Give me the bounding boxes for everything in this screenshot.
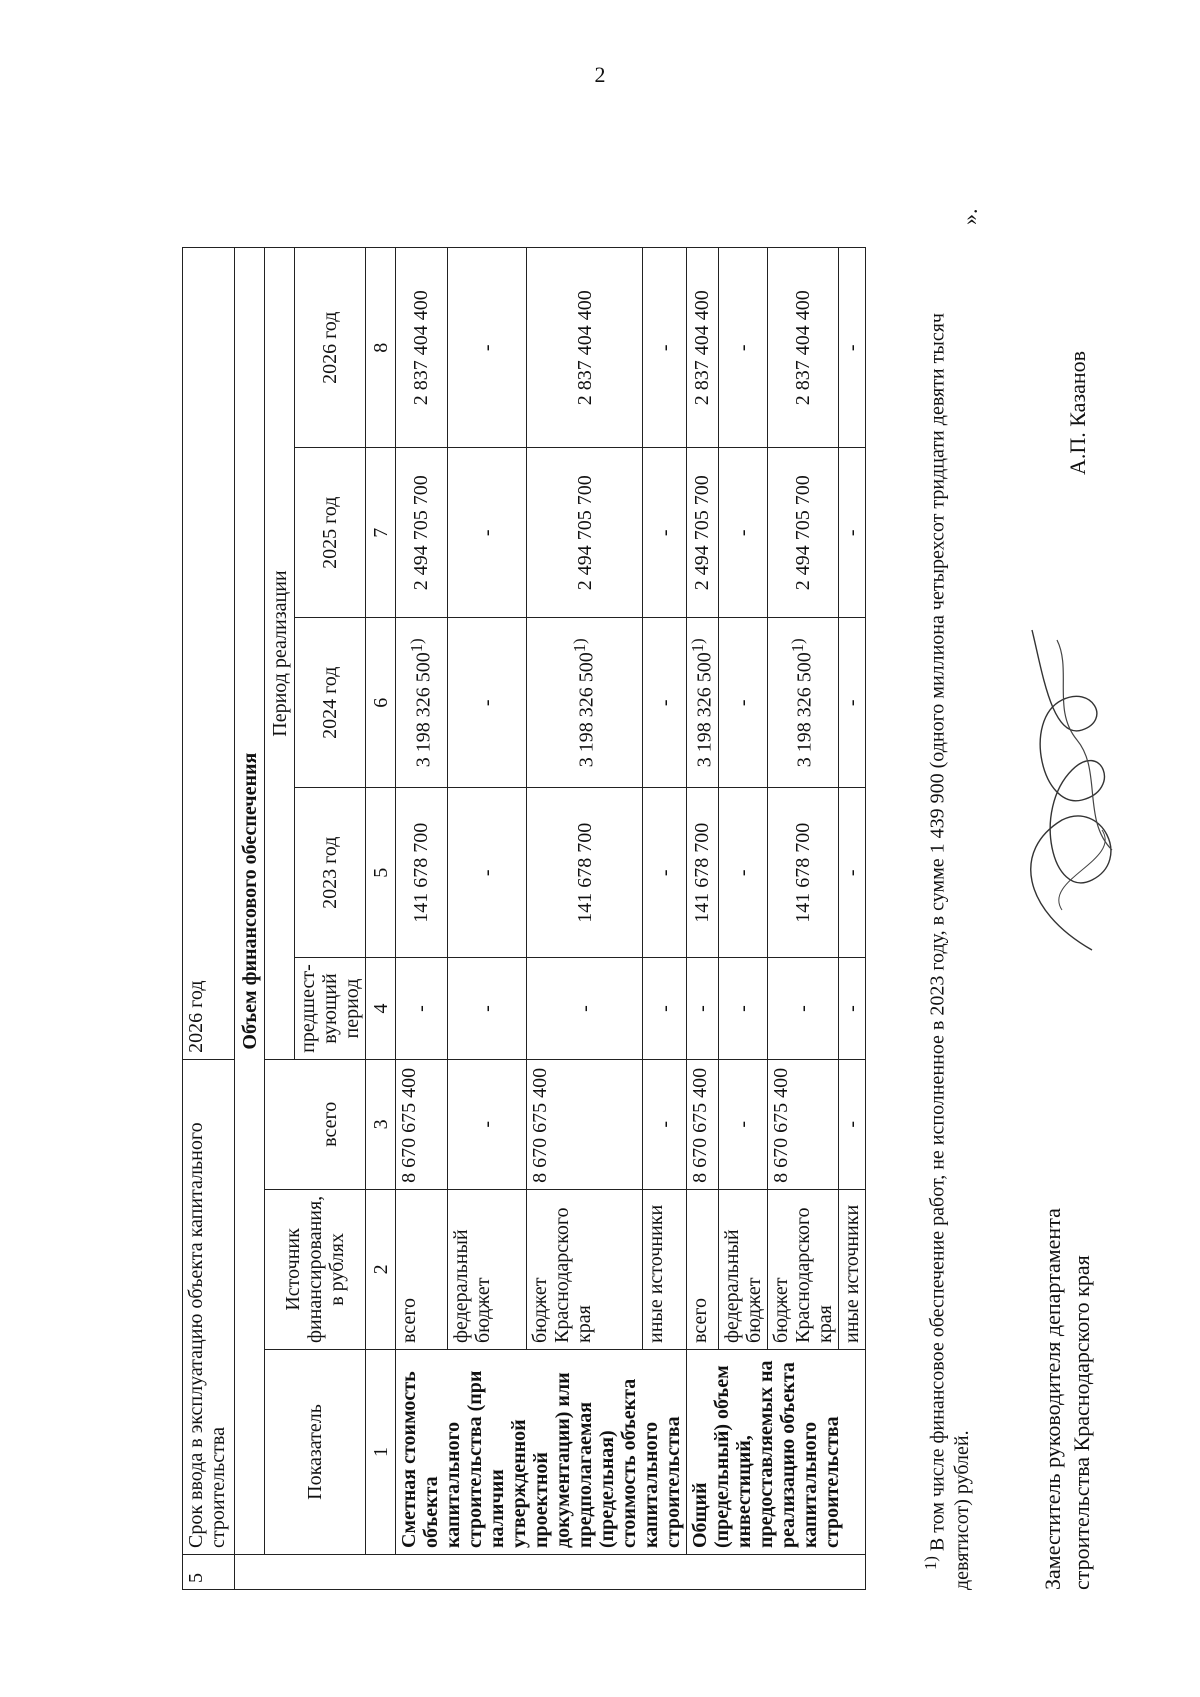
footnote-ref: 1)	[406, 638, 426, 653]
source-cell	[767, 1189, 838, 1349]
y2026-cell	[718, 248, 767, 448]
y2023-cell-value: 141 678 700	[410, 822, 433, 923]
y2025-cell-value: 2 494 705 700	[573, 475, 596, 591]
y2025-cell	[718, 448, 767, 618]
column-numbers-row	[366, 248, 396, 1590]
y2026-cell	[527, 248, 643, 448]
row5-value: 2026 год	[183, 248, 235, 1060]
total-cell-value: -	[653, 1120, 676, 1128]
y2025-cell	[838, 448, 865, 618]
y2024-cell	[718, 618, 767, 788]
col-number: 1	[366, 1350, 396, 1555]
y2023-cell-value: -	[731, 869, 754, 877]
total-cell-value: 8 670 675 400	[398, 1067, 420, 1183]
total-cell	[687, 1059, 719, 1189]
total-cell	[838, 1059, 865, 1189]
source-cell	[447, 1189, 527, 1349]
source-cell	[687, 1189, 719, 1349]
total-cell-value: 8 670 675 400	[769, 1067, 792, 1183]
y2026-cell-value: 2 837 404 400	[691, 290, 714, 406]
previous-cell-value: -	[410, 1005, 433, 1012]
previous-cell	[687, 958, 719, 1060]
page-number: 2	[594, 62, 606, 87]
signer-name: А.П. Казанов	[1065, 350, 1090, 475]
col-number: 3	[366, 1059, 396, 1189]
table-row	[687, 248, 719, 1590]
y2025-cell	[767, 448, 838, 618]
y2024-cell-value: -	[653, 699, 676, 707]
y2023-cell	[687, 788, 719, 958]
total-cell-value: -	[840, 1120, 863, 1128]
y2024-cell-value: -	[840, 699, 863, 707]
signer-line-2: строительства Краснодарского края	[1068, 1255, 1094, 1590]
source-cell-value: федеральный бюджет	[720, 1229, 765, 1343]
signer-title	[1039, 1208, 1096, 1590]
previous-cell	[718, 958, 767, 1060]
y2025-cell-value: -	[653, 529, 676, 537]
y2023-cell	[767, 788, 838, 958]
y2023-cell	[396, 788, 448, 958]
source-cell	[527, 1189, 643, 1349]
source-cell-value: иные источники	[645, 1204, 667, 1343]
y2024-cell	[643, 618, 687, 788]
header-source: Источник финансирования, в рублях	[265, 1189, 366, 1349]
source-cell-value: всего	[689, 1297, 711, 1343]
rotated-page-content	[182, 140, 1142, 1590]
y2023-cell-value: 141 678 700	[691, 822, 714, 923]
col-number: 7	[366, 448, 396, 618]
source-cell-value: всего	[398, 1297, 420, 1343]
previous-cell	[396, 958, 448, 1060]
y2026-cell-value: -	[653, 344, 676, 352]
y2023-cell-value: 141 678 700	[573, 822, 596, 923]
y2026-cell	[838, 248, 865, 448]
header-2026: 2026 год	[295, 248, 366, 448]
header-2023: 2023 год	[295, 788, 366, 958]
footnote-mark: 1)	[921, 1556, 940, 1570]
y2024-cell	[527, 618, 643, 788]
y2024-cell	[767, 618, 838, 788]
col-number: 4	[366, 958, 396, 1060]
previous-cell-value: -	[840, 1005, 863, 1012]
row-commissioning	[183, 248, 235, 1590]
source-cell	[718, 1189, 767, 1349]
previous-cell-value: -	[791, 1005, 814, 1012]
total-cell	[718, 1059, 767, 1189]
col-number: 6	[366, 618, 396, 788]
col-number: 8	[366, 248, 396, 448]
previous-cell-value: -	[691, 1005, 714, 1012]
y2026-cell	[687, 248, 719, 448]
y2024-cell-value: -	[731, 699, 754, 707]
section-title: Объем финансового обеспечения	[235, 248, 265, 1555]
source-cell-value: бюджет Краснодарского края	[769, 1207, 836, 1343]
total-cell-value: -	[731, 1120, 754, 1128]
y2025-cell-value: -	[840, 529, 863, 537]
y2024-cell	[447, 618, 527, 788]
y2026-cell-value: 2 837 404 400	[791, 290, 814, 406]
y2025-cell-value: -	[475, 529, 498, 537]
source-cell	[643, 1189, 687, 1349]
header-indicator: Показатель	[265, 1350, 366, 1555]
y2025-cell-value: -	[731, 529, 754, 537]
previous-cell-value: -	[653, 1005, 676, 1012]
previous-cell	[767, 958, 838, 1060]
footnote-text: В том числе финансовое обеспечение работ, не исполненное в 2023 году, в сумме 1 439 900 (одного миллиона четырехсот тридцати девяти тысяч девятисот) рублей.	[926, 313, 973, 1590]
header-previous: предшест-вующий период	[295, 958, 366, 1060]
finance-table	[182, 247, 866, 1590]
previous-cell	[447, 958, 527, 1060]
y2023-cell	[838, 788, 865, 958]
y2024-cell-value: -	[475, 699, 498, 707]
y2023-cell-value: -	[475, 869, 498, 877]
y2023-cell	[718, 788, 767, 958]
y2025-cell-value: 2 494 705 700	[691, 475, 714, 591]
previous-cell	[838, 958, 865, 1060]
previous-cell	[643, 958, 687, 1060]
table-row	[396, 248, 448, 1590]
y2026-cell	[767, 248, 838, 448]
y2024-cell-value: 3 198 326 500	[793, 652, 816, 768]
footnote-ref: 1)	[788, 638, 808, 653]
footnote-ref: 1)	[570, 638, 590, 653]
row5-label: Срок ввода в эксплуатацию объекта капитального строительства	[183, 1059, 235, 1554]
y2024-cell-value: 3 198 326 500	[412, 652, 435, 768]
header-2024: 2024 год	[295, 618, 366, 788]
y2026-cell-value: -	[731, 344, 754, 352]
y2026-cell-value: 2 837 404 400	[573, 290, 596, 406]
y2023-cell	[447, 788, 527, 958]
y2023-cell-value: -	[840, 869, 863, 877]
y2025-cell	[527, 448, 643, 618]
previous-cell-value: -	[475, 1005, 498, 1012]
previous-cell-value: -	[731, 1005, 754, 1012]
total-cell	[447, 1059, 527, 1189]
header-period: Период реализации	[265, 248, 295, 1060]
source-cell-value: бюджет Краснодарского края	[529, 1207, 596, 1343]
row5-number: 5	[183, 1555, 235, 1590]
header-2025: 2025 год	[295, 448, 366, 618]
source-cell	[838, 1189, 865, 1349]
signer-line-1: Заместитель руководителя департамента	[1040, 1208, 1065, 1590]
y2025-cell	[643, 448, 687, 618]
previous-cell-value: -	[573, 1005, 596, 1012]
total-cell-value: -	[475, 1120, 498, 1128]
total-cell	[767, 1059, 838, 1189]
total-cell-value: 8 670 675 400	[529, 1067, 552, 1183]
y2024-cell-value: 3 198 326 500	[693, 652, 716, 768]
y2026-cell-value: -	[840, 344, 863, 352]
y2023-cell-value: 141 678 700	[791, 822, 814, 923]
y2024-cell	[396, 618, 448, 788]
previous-cell	[527, 958, 643, 1060]
total-cell	[396, 1059, 448, 1189]
y2024-cell-value: 3 198 326 500	[576, 652, 598, 768]
closing-quote: ».	[957, 208, 982, 225]
footnote	[921, 220, 974, 1590]
y2025-cell-value: 2 494 705 700	[791, 475, 814, 591]
y2025-cell	[687, 448, 719, 618]
y2023-cell-value: -	[653, 869, 676, 877]
y2024-cell	[838, 618, 865, 788]
y2025-cell	[396, 448, 448, 618]
y2026-cell	[643, 248, 687, 448]
total-cell-value: 8 670 675 400	[689, 1067, 711, 1183]
y2023-cell	[643, 788, 687, 958]
total-cell	[527, 1059, 643, 1189]
col-number: 5	[366, 788, 396, 958]
footnote-ref: 1)	[688, 638, 707, 653]
y2023-cell	[527, 788, 643, 958]
indicator-cell: Общий (предельный) объем инвестиций, предоставляемых на реализацию объекта капитального строительства	[687, 1350, 866, 1555]
y2025-cell	[447, 448, 527, 618]
y2026-cell-value: -	[475, 344, 498, 352]
handwritten-signature	[1002, 610, 1142, 970]
source-cell-value: федеральный бюджет	[449, 1229, 494, 1343]
source-cell-value: иные источники	[840, 1204, 863, 1343]
y2024-cell	[687, 618, 719, 788]
indicator-cell: Сметная стоимость объекта капитального строительства (при наличии утвержденной проектной документации) или предполагаемая (предельная) стоимость объекта капитального строительства	[396, 1350, 687, 1555]
col-number: 2	[366, 1189, 396, 1349]
source-cell	[396, 1189, 448, 1349]
header-total: всего	[295, 1059, 366, 1189]
y2026-cell	[447, 248, 527, 448]
y2025-cell-value: 2 494 705 700	[410, 475, 433, 591]
y2026-cell-value: 2 837 404 400	[410, 290, 433, 406]
total-cell	[643, 1059, 687, 1189]
y2026-cell	[396, 248, 448, 448]
